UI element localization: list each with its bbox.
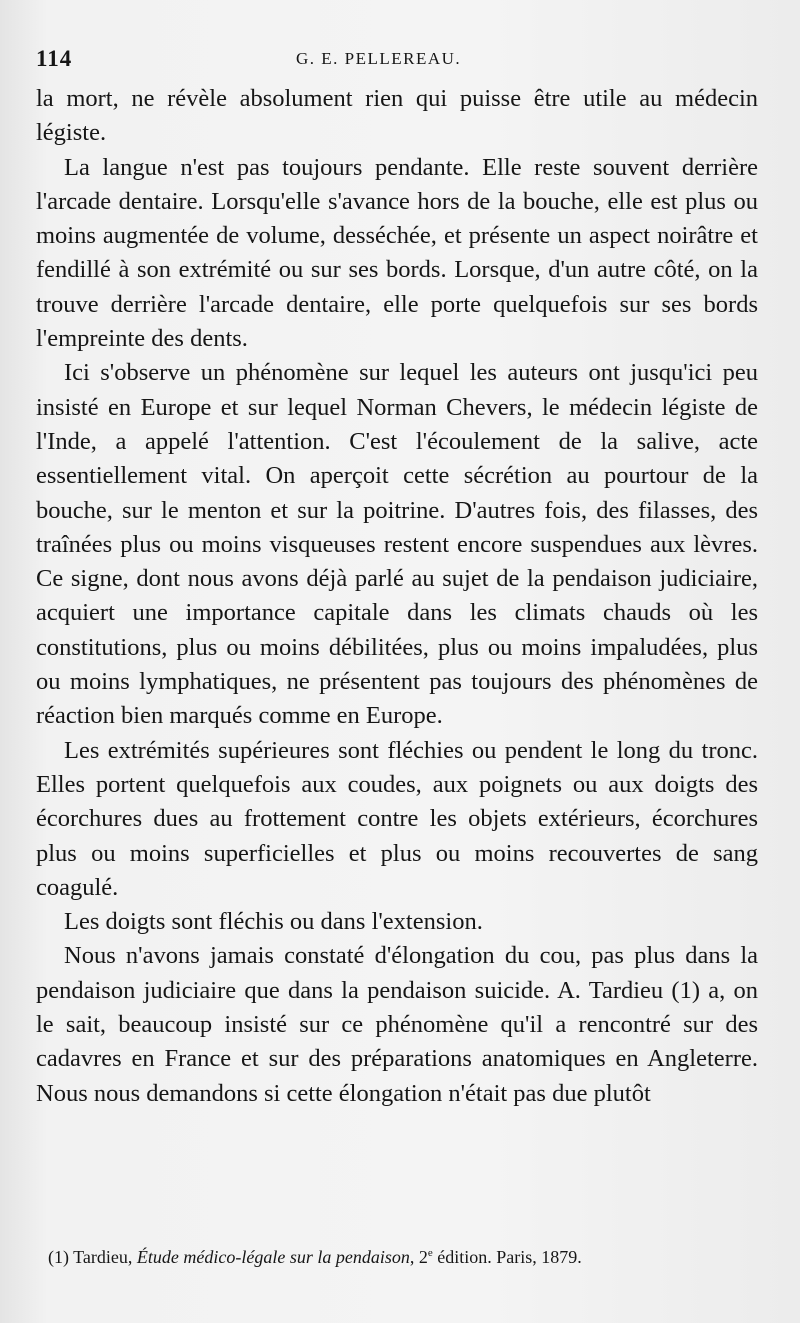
paragraph: Nous n'avons jamais constaté d'élongation du cou, pas plus dans la pendaison judiciaire que dans la pendaison suicide. A. Tardieu (1) a, on le sait, beaucoup insisté sur ce phénomène qu'il a rencontré sur des cadavres en France et sur des préparations anatomiques en Angleterre. Nous nous demandons si cette élongation n'était pas due plutôt xyxy=(36,942,758,1107)
body-text xyxy=(36,82,758,1111)
paragraph: Les extrémités supérieures sont fléchies ou pendent le long du tronc. Elles portent quelquefois aux coudes, aux poignets ou aux doigts des écorchures dues au frottement contre les objets extérieurs, écorchures plus ou moins superficielles et plus ou moins recouvertes de sang coagulé. xyxy=(36,736,758,901)
footnote-text xyxy=(36,1240,758,1271)
footnote-title: Étude médico-légale sur la pendaison xyxy=(136,1247,410,1267)
page-header xyxy=(36,46,756,70)
footnote-edition-number: , 2 xyxy=(409,1247,428,1267)
paragraph: Les doigts sont fléchis ou dans l'extension. xyxy=(64,908,483,936)
footnote xyxy=(36,1240,758,1271)
paragraph: Ici s'observe un phénomène sur lequel les auteurs ont jusqu'ici peu insisté en Europe et sur lequel Norman Chevers, le médecin légiste de l'Inde, a appelé l'attention. C'est l'écoulement de la salive, acte essentiellement vital. On aperçoit cette sécrétion au pourtour de la bouche, sur le menton et sur la poitrine. D'autres fois, des filasses, des traînées plus ou moins visqueuses restent encore suspendues aux lèvres. Ce signe, dont nous avons déjà parlé au sujet de la pendaison judiciaire, acquiert une importance capitale dans les climats chauds où les constitutions, plus ou moins débilitées, plus ou moins impaludées, plus ou moins lymphatiques, ne présentent pas toujours des phénomènes de réaction bien marqués comme en Europe. xyxy=(36,359,758,730)
footnote-marker: (1) Tardieu, xyxy=(48,1247,137,1267)
paragraph: La langue n'est pas toujours pendante. Elle reste souvent derrière l'arcade dentaire. Lorsqu'elle s'avance hors de la bouche, elle est plus ou moins augmentée de volume, desséchée, et présente un aspect noirâtre et fendillé à son extrémité ou sur ses bords. Lorsque, d'un autre côté, on la trouve derrière l'arcade dentaire, elle porte quelquefois sur ses bords l'empreinte des dents. xyxy=(36,153,758,353)
page-number: 114 xyxy=(36,46,73,71)
footnote-rest: édition. Paris, 1879. xyxy=(432,1247,582,1267)
footnote-edition-suffix: e xyxy=(427,1247,433,1259)
running-head: G. E. PELLEREAU. xyxy=(296,49,462,68)
paragraph: la mort, ne révèle absolument rien qui puisse être utile au médecin légiste. xyxy=(36,85,758,147)
